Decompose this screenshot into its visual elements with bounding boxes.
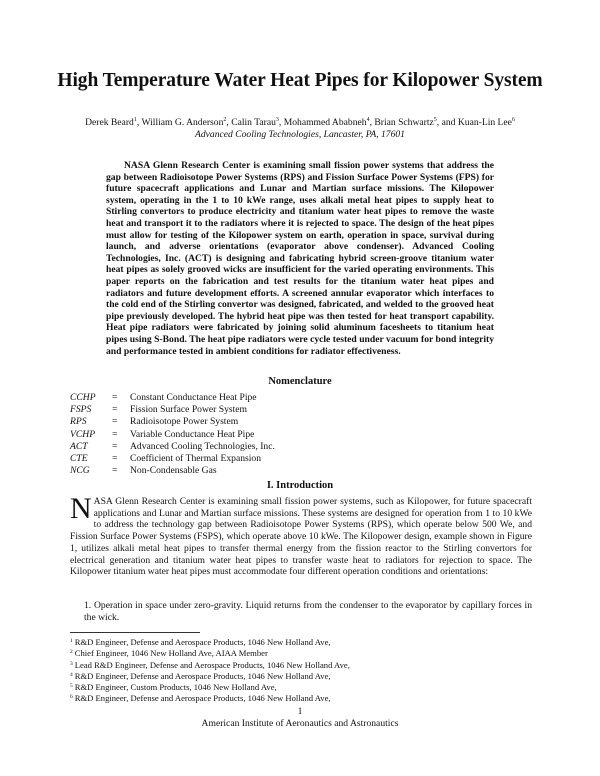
author-2: William G. Anderson$^2$, — [141, 117, 232, 128]
footnote: $^6$ R&D Engineer, Defense and Aerospace Products, 1046 New Holland Ave, — [70, 693, 331, 704]
nomenclature-entry: FSPS = Fission Surface Power System — [70, 404, 247, 416]
author-5: Brian Schwartz$^5$, and — [374, 117, 458, 128]
page-number: 1 — [297, 706, 303, 717]
footnote: $^1$ R&D Engineer, Defense and Aerospace Products, 1046 New Holland Ave, — [70, 637, 331, 647]
footnotes — [70, 636, 350, 704]
footnote: $^3$ Lead R&D Engineer, Defense and Aerospace Products, 1046 New Holland Ave, — [70, 659, 350, 670]
nomenclature-entry: CTE = Coefficient of Thermal Expansion — [70, 452, 261, 464]
nomenclature-heading: Nomenclature — [268, 376, 332, 387]
author-6: Kuan-Lin Lee$^6$ — [457, 117, 515, 128]
nomenclature-entry: NCG = Non-Condensable Gas — [70, 465, 217, 477]
introduction-heading: I. Introduction — [266, 480, 334, 491]
nomenclature-entry: CCHP = Constant Conductance Heat Pipe — [70, 392, 257, 403]
page-footer: American Institute of Aeronautics and Astronautics — [201, 718, 399, 729]
author-1: Derek Beard$^1$, — [85, 117, 142, 128]
affiliation: Advanced Cooling Technologies, Lancaster, PA, 17601 — [195, 129, 405, 140]
drop-cap: N — [70, 492, 92, 525]
nomenclature-entry: VCHP = Variable Conductance Heat Pipe — [70, 428, 255, 440]
author-4: Mohammed Ababneh$^4$, — [283, 117, 375, 128]
list-item: 1. Operation in space under zero-gravity. Liquid returns from the condenser to the evaporator by capillary forces in the wick. — [84, 600, 532, 623]
paper-title: High Temperature Water Heat Pipes for Kilopower System — [57, 70, 543, 91]
footnote: $^2$ Chief Engineer, 1046 New Holland Ave, AIAA Member — [70, 648, 268, 659]
nomenclature-list — [70, 392, 275, 477]
introduction-paragraph: NASA Glenn Research Center is examining small fission power systems, such as Kilopower, for future spacecraft applications and Lunar and Martian surface missions. These systems are designed for operation from 1 to 10 kWe to address the technology gap between Radioisotope Power Systems (RPS), which operate below 500 We, and Fission Surface Power Systems (FSPS), which operate above 10 kWe. The Kilopower design, example shown in Figure 1, utilizes alkali metal heat pipes to transfer thermal energy from the fission reactor to the Stirling convertors for electrical generation and titanium water heat pipes to transfer waste heat to radiators for rejection to space. The Kilopower titanium water heat pipes must accommodate four different operation conditions and orientations: — [70, 492, 532, 578]
nomenclature-entry: RPS = Radioisotope Power System — [70, 416, 239, 428]
author-list — [0, 117, 600, 128]
nomenclature-entry: ACT = Advanced Cooling Technologies, Inc. — [70, 440, 275, 452]
abstract: NASA Glenn Research Center is examining small fission power systems that address the gap between Radioisotope Power Systems (RPS) and Fission Surface Power Systems (FPS) for future spacecraft applications and Lunar and Martian surface missions. The Kilopower system, operating in the 1 to 10 kWe range, uses alkali metal heat pipes to supply heat to Stirling convertors to produce electricity and titanium water heat pipes to remove the waste heat and transport it to the radiators where it is rejected to space. The design of the heat pipes must allow for testing of the Kilopower system on earth, operation in space, survival during launch, and adverse orientations (evaporator above condenser). Advanced Cooling Technologies, Inc. (ACT) is designing and fabricating hybrid screen-groove titanium water heat pipes as solely grooved wicks are insufficient for the varied operating environments. This paper reports on the fabrication and test results for the titanium water heat pipes and radiators and future development efforts. A screened annular evaporator which interfaces to the cold end of the Stirling convertor was designed, fabricated, and welded to the grooved heat pipe previously developed. The hybrid heat pipe was then tested for heat transport capability. Heat pipe radiators were fabricated by joining solid aluminum facesheets to titanium heat pipes using S-Bond. The heat pipe radiators were cycle tested under vacuum for bond integrity and performance tested in ambient conditions for radiator effectiveness. — [106, 160, 494, 357]
author-3: Calin Tarau$^3$, — [231, 117, 284, 128]
footnote-divider — [70, 632, 200, 633]
footnote: $^5$ R&D Engineer, Custom Products, 1046 New Holland Ave, — [70, 682, 277, 693]
footnote: $^4$ R&D Engineer, Defense and Aerospace Products, 1046 New Holland Ave, — [70, 670, 331, 681]
